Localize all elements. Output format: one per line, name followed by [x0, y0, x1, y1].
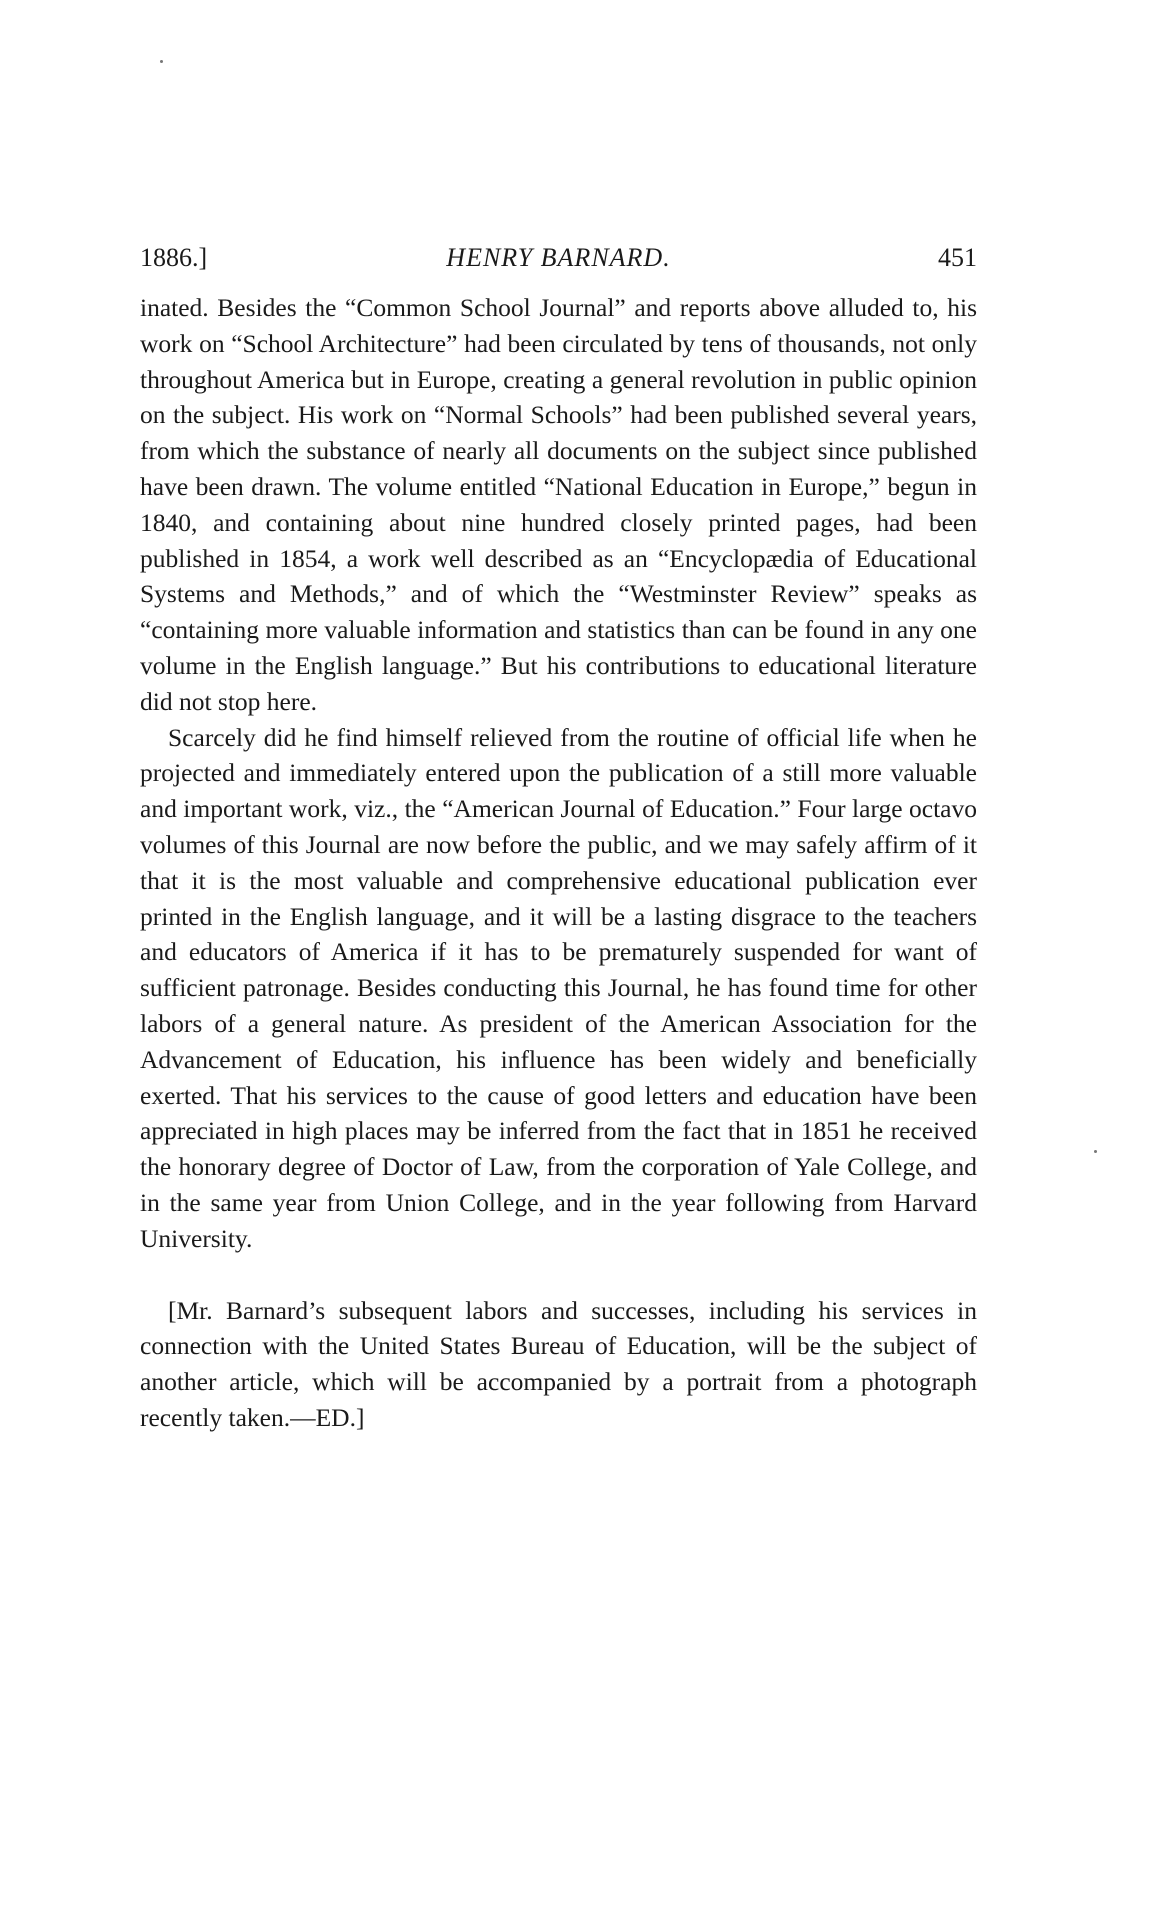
page-number: 451	[938, 243, 977, 272]
stray-mark-right	[1094, 1150, 1097, 1153]
stray-mark-top	[160, 60, 163, 63]
paragraph-journal: Scarcely did he find himself relieved from the routine of official life when he projected and immediately entered upon the publication of a still more valuable and important work, viz., the “American Journal of Education.” Four large octavo volumes of this Journal are now before the public, and we may safely affirm of it that it is the most valuable and comprehensive educational publication ever printed in the English language, and it will be a lasting disgrace to the teachers and educators of America if it has to be prematurely suspended for want of sufficient patronage. Besides conducting this Journal, he has found time for other labors of a general nature. As president of the American Association for the Advancement of Education, his influence has been widely and beneficially exerted. That his services to the cause of good letters and education have been appreciated in high places may be inferred from the fact that in 1851 he received the honorary degree of Doctor of Law, from the corporation of Yale College, and in the same year from Union College, and in the year following from Harvard University.	[140, 722, 977, 1253]
book-page	[140, 240, 977, 1436]
header-title: HENRY BARNARD.	[446, 243, 671, 272]
running-header	[140, 240, 977, 276]
header-year: 1886.]	[140, 243, 208, 272]
paragraph-continued: inated. Besides the “Common School Journal” and reports above alluded to, his work on “School Architecture” had been circulated by tens of thousands, not only throughout America but in Europe, creating a general revolution in public opinion on the subject. His work on “Normal Schools” had been published several years, from which the substance of nearly all documents on the subject since published have been drawn. The volume entitled “National Education in Europe,” begun in 1840, and containing about nine hundred closely printed pages, had been published in 1854, a work well described as an “Encyclopædia of Educational Systems and Methods,” and of which the “Westminster Review” speaks as “containing more valuable information and statistics than can be found in any one volume in the English language.” But his contributions to educational literature did not stop here.	[140, 293, 977, 716]
editor-note: [Mr. Barnard’s subsequent labors and successes, including his services in connection with the United States Bureau of Education, will be the subject of another article, which will be accompanied by a portrait from a photograph recently taken.—ED.]	[140, 1295, 977, 1432]
